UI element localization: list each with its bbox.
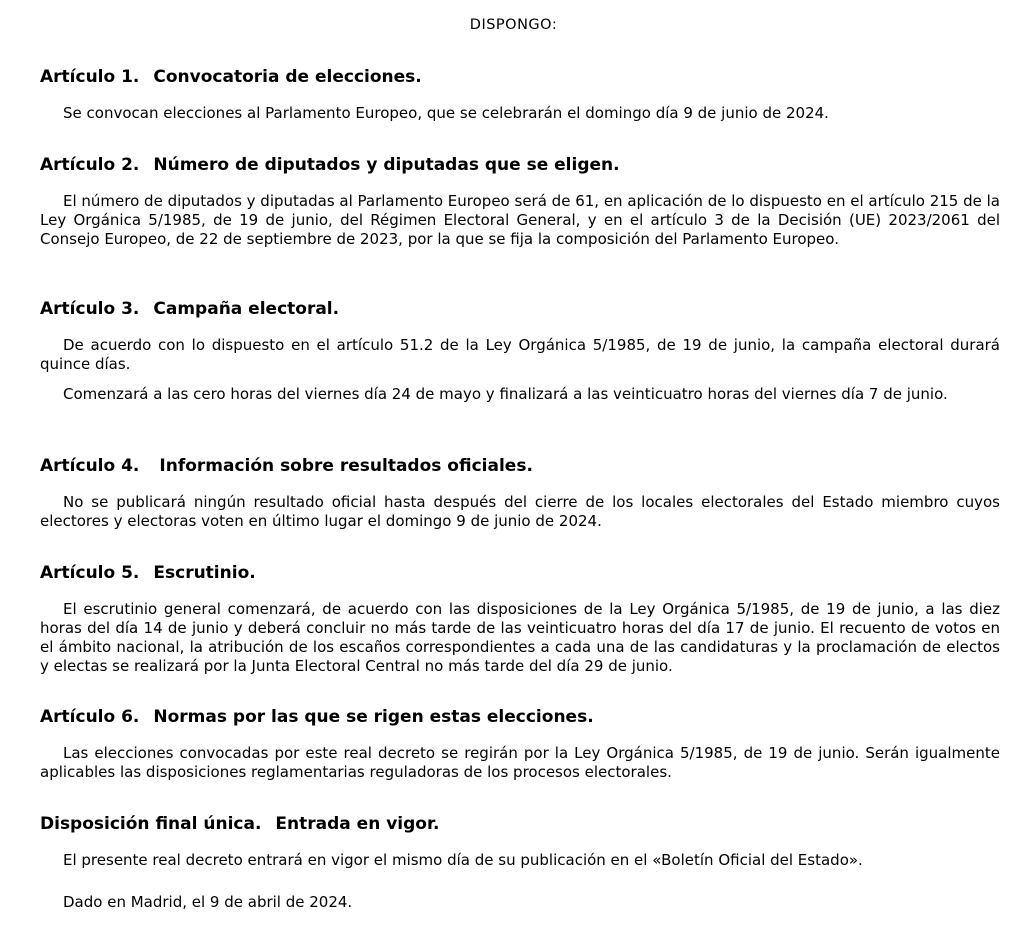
article-3-paragraph-1: De acuerdo con lo dispuesto en el artículo 51.2 de la Ley Orgánica 5/1985, de 19 de junio, la campaña electoral durará quince días. [40,336,1000,373]
article-1 [40,66,1000,123]
article-5-number: Artículo 5. [40,563,140,583]
article-2-number: Artículo 2. [40,155,140,175]
article-1-paragraph-1: Se convocan elecciones al Parlamento Europeo, que se celebrarán el domingo día 9 de junio de 2024. [63,104,829,122]
article-4-number: Artículo 4. [40,456,140,476]
article-6-paragraph-1: Las elecciones convocadas por este real decreto se regirán por la Ley Orgánica 5/1985, de 19 de junio. Serán igualmente aplicables las disposiciones reglamentarias reguladoras de los procesos electorales. [40,744,1000,781]
article-4-paragraph-1: No se publicará ningún resultado oficial hasta después del cierre de los locales electorales del Estado miembro cuyos electores y electoras voten en último lugar el domingo 9 de junio de 2024. [40,493,1000,530]
article-3-paragraph-2: Comenzará a las cero horas del viernes día 24 de mayo y finalizará a las veinticuatro horas del viernes día 7 de junio. [63,385,948,403]
article-1-number: Artículo 1. [40,67,140,87]
article-3 [40,298,1000,404]
article-4-title [40,455,1000,477]
final-provision [40,813,1000,870]
article-5 [40,562,1000,676]
final-provision-paragraph-1: El presente real decreto entrará en vigor el mismo día de su publicación en el «Boletín Oficial del Estado». [63,851,863,869]
final-provision-title [40,813,1000,835]
article-3-number: Artículo 3. [40,299,140,319]
article-4-name: Información sobre resultados oficiales. [159,456,533,476]
document-heading: DISPONGO: [469,17,558,33]
article-1-title [40,66,1000,88]
article-6-number: Artículo 6. [40,707,140,727]
article-3-name: Campaña electoral. [153,299,340,319]
final-provision-name: Entrada en vigor. [275,814,440,834]
final-provision-number: Disposición final única. [40,814,262,834]
article-1-name: Convocatoria de elecciones. [153,67,422,87]
signature-line: Dado en Madrid, el 9 de abril de 2024. [63,893,353,911]
article-3-title [40,298,1000,320]
article-2-paragraph-1: El número de diputados y diputadas al Parlamento Europeo será de 61, en aplicación de lo dispuesto en el artículo 215 de la Ley Orgánica 5/1985, de 19 de junio, del Régimen Electoral General, y en el artículo 3 de la Decisión (UE) 2023/2061 del Consejo Europeo, de 22 de septiembre de 2023, por la que se fija la composición del Parlamento Europeo. [40,192,1000,248]
article-5-paragraph-1: El escrutinio general comenzará, de acuerdo con las disposiciones de la Ley Orgánica 5/1985, de 19 de junio, a las diez horas del día 14 de junio y deberá concluir no más tarde de las veinticuatro horas del día 17 de junio. El recuento de votos en el ámbito nacional, la atribución de los escaños correspondientes a cada una de las candidaturas y la proclamación de electos y electas se realizará por la Junta Electoral Central no más tarde del día 29 de junio. [40,600,1000,675]
signature-block [40,893,1000,912]
article-6-name: Normas por las que se rigen estas elecciones. [153,707,594,727]
article-2-title [40,154,1000,176]
article-6 [40,706,1000,782]
article-6-title [40,706,1000,728]
article-2-name: Número de diputados y diputadas que se eligen. [153,155,620,175]
article-5-title [40,562,1000,584]
article-4 [40,455,1000,531]
article-2 [40,154,1000,249]
article-5-name: Escrutinio. [153,563,256,583]
